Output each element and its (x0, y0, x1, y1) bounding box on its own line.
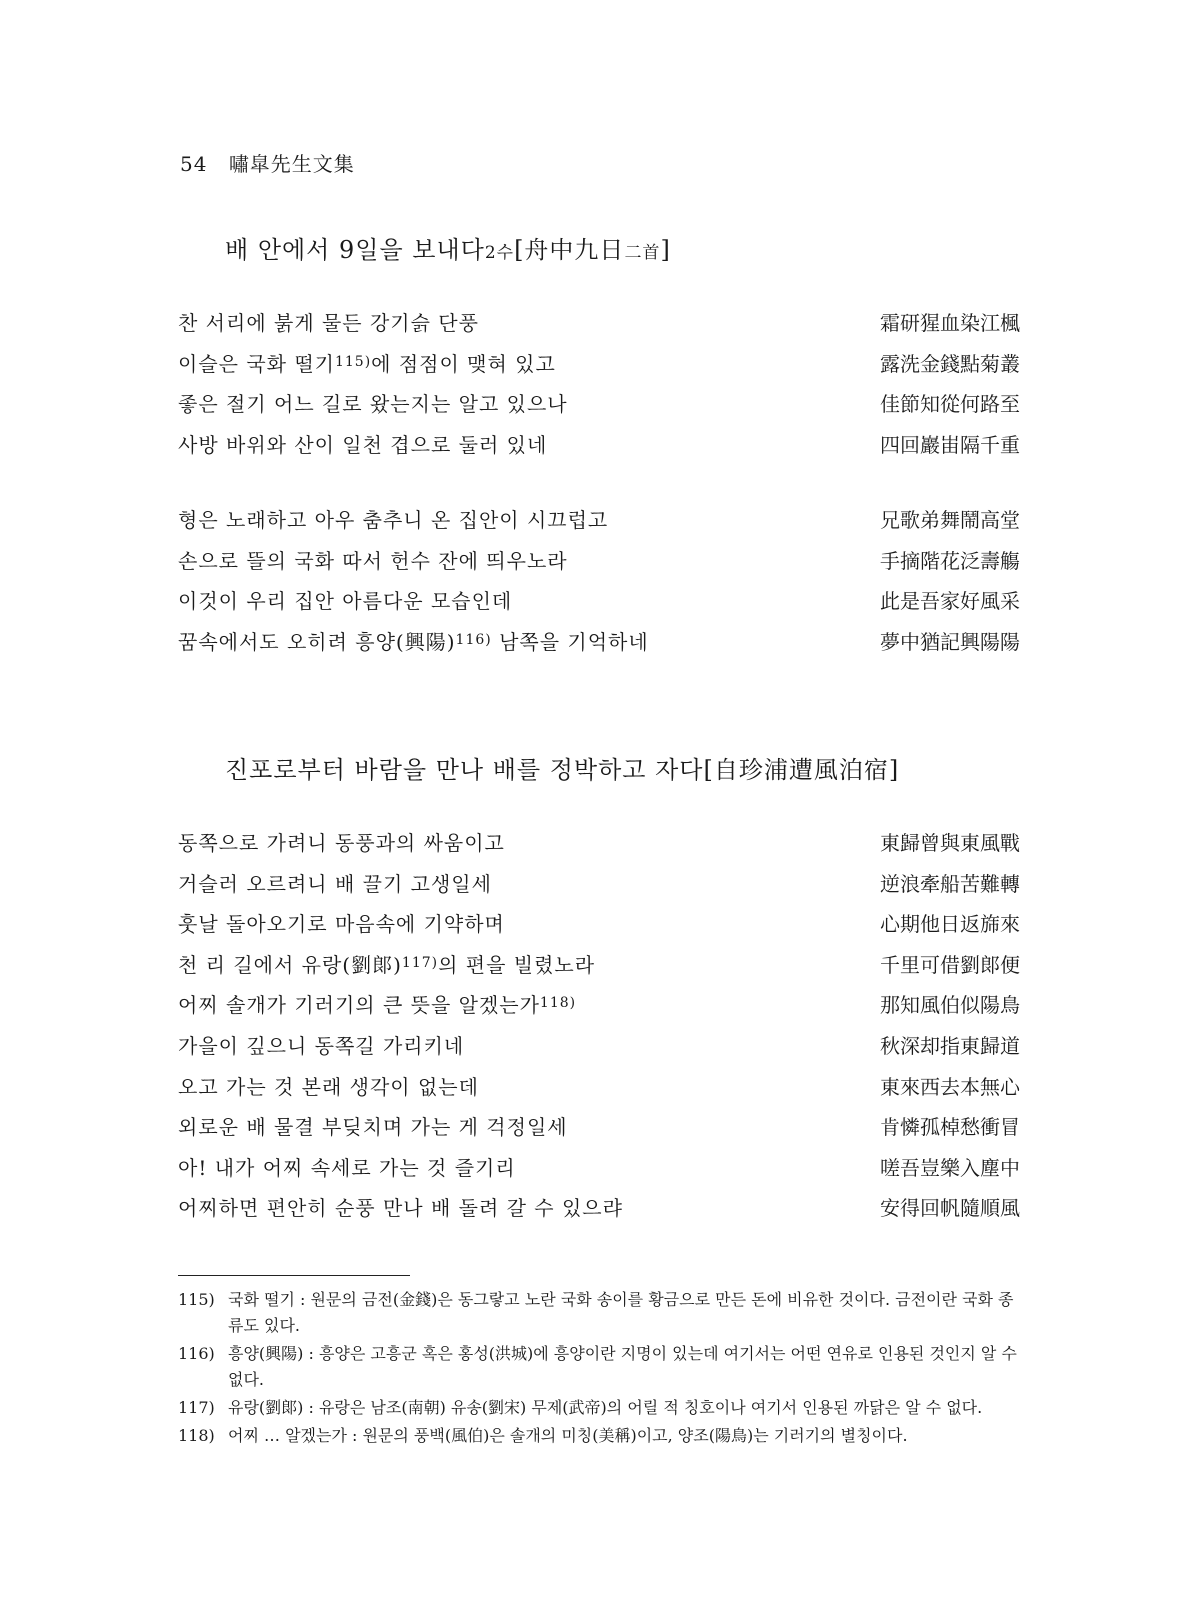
korean-line: 꿈속에서도 오히려 흥양(興陽)$^{116)}$ 남쪽을 기억하네 (178, 629, 649, 654)
chinese-line: 霜研猩血染江楓 (880, 311, 1020, 335)
chinese-line: 東歸曾與東風戰 (880, 831, 1020, 855)
poem-line (178, 585, 1020, 626)
korean-line: 훗날 돌아오기로 마음속에 기약하며 (178, 912, 505, 937)
chinese-line: 夢中猶記興陽陽 (880, 629, 1020, 654)
chinese-line: 那知風伯似陽鳥 (880, 993, 1020, 1018)
poem-line (178, 908, 1020, 949)
poem-line (178, 388, 1020, 429)
book-title: 嘯皐先生文集 (228, 152, 355, 176)
poem-line (178, 348, 1020, 389)
korean-line: 외로운 배 물결 부딪치며 가는 게 걱정일세 (178, 1115, 568, 1140)
poem-line (178, 307, 1020, 348)
poem-line (178, 827, 1020, 868)
chinese-line: 手摘階花泛壽觴 (880, 548, 1020, 573)
footnotes (178, 1287, 1024, 1451)
chinese-line: 秋深却指東歸道 (880, 1033, 1020, 1058)
chinese-line: 佳節知從何路至 (880, 392, 1020, 417)
chinese-line: 此是吾家好風采 (880, 589, 1020, 614)
chinese-line: 東來西去本無心 (880, 1074, 1020, 1099)
korean-line: 찬 서리에 붉게 물든 강기슭 단풍 (178, 311, 479, 335)
poem1-stanza2 (178, 504, 1020, 666)
korean-line: 손으로 뜰의 국화 따서 헌수 잔에 띄우노라 (178, 548, 568, 573)
chinese-line: 心期他日返旆來 (880, 912, 1020, 937)
footnote-number: 115) (178, 1290, 215, 1309)
running-header (180, 148, 355, 177)
chinese-line: 千里可借劉郞便 (880, 952, 1020, 977)
poem1-title: 배 안에서 9일을 보내다2수[舟中九日二首] (225, 236, 671, 264)
footnote-number: 117) (178, 1398, 215, 1417)
poem-line (178, 429, 1020, 470)
poem2-title: 진포로부터 바람을 만나 배를 정박하고 자다[自珍浦遭風泊宿] (225, 756, 900, 784)
korean-line: 천 리 길에서 유랑(劉郞)$^{117)}$의 편을 빌렸노라 (178, 952, 596, 977)
poem-line (178, 1111, 1020, 1152)
poem-line (178, 1152, 1020, 1193)
footnote-text: 국화 떨기 : 원문의 금전(金錢)은 동그랗고 노란 국화 송이를 황금으로 만든 돈에 비유한 것이다. 금전이란 국화 종류도 있다. (228, 1290, 1014, 1335)
poem-line (178, 626, 1020, 667)
korean-line: 거슬러 오르려니 배 끌기 고생일세 (178, 871, 492, 896)
poem2-lines (178, 827, 1020, 1233)
chinese-line: 安得回帆隨順風 (880, 1196, 1020, 1221)
poem-line (178, 949, 1020, 990)
chinese-line: 逆浪牽船苦難轉 (880, 871, 1020, 896)
poem-line (178, 545, 1020, 586)
chinese-line: 四回巖峀隔千重 (880, 432, 1020, 457)
footnote-text: 어찌 … 알겠는가 : 원문의 풍백(風伯)은 솔개의 미칭(美稱)이고, 양조(陽鳥)는 기러기의 별칭이다. (228, 1426, 908, 1445)
korean-line: 어찌 솔개가 기러기의 큰 뜻을 알겠는가$^{118)}$ (178, 993, 577, 1018)
page-number: 54 (180, 152, 208, 176)
poem-line (178, 868, 1020, 909)
poem-line (178, 1030, 1020, 1071)
footnote (178, 1395, 1024, 1421)
footnote (178, 1287, 1024, 1339)
footnote (178, 1423, 1024, 1449)
poem-line (178, 989, 1020, 1030)
korean-line: 이것이 우리 집안 아름다운 모습인데 (178, 589, 513, 614)
korean-line: 이슬은 국화 떨기$^{115)}$에 점점이 맺혀 있고 (178, 351, 556, 376)
footnote (178, 1341, 1024, 1393)
poem-line (178, 504, 1020, 545)
footnote-mark: 117) (401, 954, 439, 971)
footnote-number: 116) (178, 1344, 215, 1363)
footnote-mark: 116) (455, 631, 492, 648)
korean-line: 동쪽으로 가려니 동풍과의 싸움이고 (178, 831, 505, 855)
poem-line (178, 1192, 1020, 1233)
footnote-text: 유랑(劉郞) : 유랑은 남조(南朝) 유송(劉宋) 무제(武帝)의 어릴 적 칭호이나 여기서 인용된 까닭은 알 수 없다. (228, 1398, 983, 1417)
footnote-mark: 118) (539, 995, 577, 1012)
chinese-line: 露洗金錢點菊叢 (880, 351, 1020, 376)
korean-line: 좋은 절기 어느 길로 왔는지는 알고 있으나 (178, 392, 568, 417)
chinese-line: 肯憐孤棹愁衝冒 (880, 1115, 1020, 1140)
footnote-text: 흥양(興陽) : 흥양은 고흥군 혹은 홍성(洪城)에 흥양이란 지명이 있는데 여기서는 어떤 연유로 인용된 것인지 알 수 없다. (228, 1344, 1017, 1389)
korean-line: 아! 내가 어찌 속세로 가는 것 즐기리 (178, 1155, 516, 1180)
chinese-line: 兄歌弟舞鬧高堂 (880, 508, 1020, 532)
korean-line: 형은 노래하고 아우 춤추니 온 집안이 시끄럽고 (178, 508, 609, 532)
footnote-number: 118) (178, 1426, 215, 1445)
korean-line: 어찌하면 편안히 순풍 만나 배 돌려 갈 수 있으랴 (178, 1196, 623, 1221)
korean-line: 사방 바위와 산이 일천 겹으로 둘러 있네 (178, 432, 548, 457)
footnote-mark: 115) (334, 353, 372, 370)
footnote-divider (178, 1275, 410, 1276)
chinese-line: 嗟吾豈樂入塵中 (880, 1155, 1020, 1180)
poem-line (178, 1071, 1020, 1112)
korean-line: 가을이 깊으니 동쪽길 가리키네 (178, 1033, 465, 1058)
korean-line: 오고 가는 것 본래 생각이 없는데 (178, 1074, 479, 1099)
poem1-stanza1 (178, 307, 1020, 469)
